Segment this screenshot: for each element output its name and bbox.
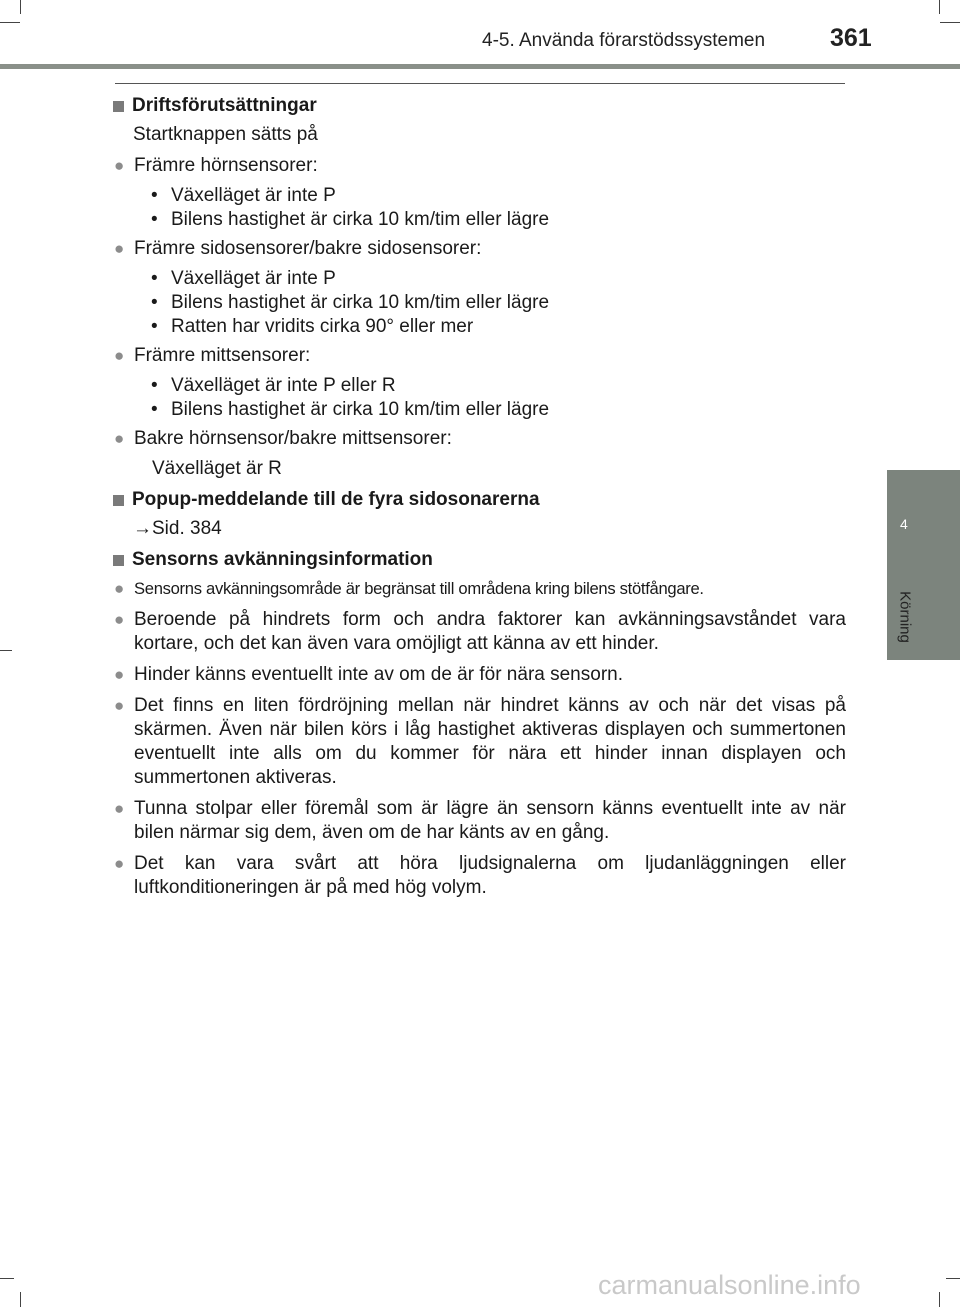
square-bullet-icon xyxy=(113,94,132,118)
crop-mark xyxy=(946,1278,960,1279)
paragraph: Startknappen sätts på xyxy=(133,124,318,145)
sub-item xyxy=(113,398,846,422)
section-title: 4-5. Använda förarstödssystemen xyxy=(482,30,766,51)
list-item-text: Hinder känns eventuellt inte av om de är för nära sensorn. xyxy=(134,664,623,685)
crop-mark xyxy=(940,22,960,23)
sub-bullet: • xyxy=(151,185,158,206)
sub-bullet: • xyxy=(151,292,158,313)
sub-item-text: Bilens hastighet är cirka 10 km/tim eller lägre xyxy=(171,399,550,420)
sub-bullet: • xyxy=(151,375,158,396)
crop-mark xyxy=(0,1278,14,1279)
crop-mark xyxy=(939,1292,940,1307)
square-bullet-icon xyxy=(113,488,132,512)
sub-item-text: Bilens hastighet är cirka 10 km/tim eller lägre xyxy=(171,209,550,230)
chapter-label: Körning xyxy=(896,591,914,643)
list-item xyxy=(113,237,846,261)
round-bullet-icon: ● xyxy=(114,429,125,448)
heading-text: Driftsförutsättningar xyxy=(132,95,317,116)
page-reference-link[interactable]: →Sid. 384 xyxy=(133,518,222,539)
list-item xyxy=(113,852,846,900)
round-bullet-icon: ● xyxy=(114,854,125,873)
round-bullet-icon: ● xyxy=(114,156,125,175)
sub-item-text: Ratten har vridits cirka 90° eller mer xyxy=(171,316,474,337)
section-heading xyxy=(113,488,846,512)
sub-item xyxy=(113,291,846,315)
sub-item-text: Växelläget är inte P xyxy=(171,185,336,206)
round-bullet-icon: ● xyxy=(114,799,125,818)
sub-bullet: • xyxy=(151,316,158,337)
sub-item-text: Växelläget är inte P eller R xyxy=(171,375,396,396)
sub-item xyxy=(113,374,846,398)
sub-item xyxy=(113,208,846,232)
header-rule xyxy=(115,83,845,84)
sub-list xyxy=(113,184,846,232)
crop-mark xyxy=(0,22,20,23)
heading-text: Sensorns avkänningsinformation xyxy=(132,549,433,570)
watermark: carmanualsonline.info xyxy=(598,1270,861,1300)
list-item xyxy=(113,694,846,790)
crop-mark xyxy=(20,0,21,14)
list-item xyxy=(113,577,846,601)
section-heading xyxy=(113,94,846,118)
main-content xyxy=(113,94,846,907)
sub-item-text: Växelläget är inte P xyxy=(171,268,336,289)
header-bar xyxy=(0,64,960,69)
crop-mark xyxy=(20,1292,21,1307)
list-item xyxy=(113,154,846,178)
paragraph: Växelläget är R xyxy=(152,458,282,479)
page-number: 361 xyxy=(830,24,872,52)
list-item xyxy=(113,797,846,845)
list-item-text: Bakre hörnsensor/bakre mittsensorer: xyxy=(134,428,452,449)
list-item-text: Beroende på hindrets form och andra faktorer kan avkänningsavståndet vara kortare, och det kan även vara omöjligt att känna av ett hinder. xyxy=(134,609,846,654)
round-bullet-icon: ● xyxy=(114,579,125,598)
section-heading xyxy=(113,548,846,572)
list-item-text: Främre mittsensorer: xyxy=(134,345,311,366)
list-item xyxy=(113,608,846,656)
sub-list xyxy=(113,267,846,339)
list-item-text: Det kan vara svårt att höra ljudsignalerna om ljudanläggningen eller luftkonditioneringen är på med hög volym. xyxy=(134,853,846,898)
list-item-text: Främre hörnsensorer: xyxy=(134,155,318,176)
list-item xyxy=(113,427,846,451)
sub-item xyxy=(113,267,846,291)
sub-list xyxy=(113,374,846,422)
crop-mark xyxy=(939,0,940,14)
round-bullet-icon: ● xyxy=(114,239,125,258)
heading-text: Popup-meddelande till de fyra sidosonarerna xyxy=(132,489,540,510)
sub-bullet: • xyxy=(151,209,158,230)
list-item-text: Sensorns avkänningsområde är begränsat till områdena kring bilens stötfångare. xyxy=(134,579,704,598)
sub-bullet: • xyxy=(151,399,158,420)
list-item xyxy=(113,663,846,687)
list-item xyxy=(113,344,846,368)
chapter-number: 4 xyxy=(900,516,908,532)
list-item-text: Tunna stolpar eller föremål som är lägre än sensorn känns eventuellt inte av när bilen närmar sig dem, även om de har känts av en gång. xyxy=(134,798,846,843)
square-bullet-icon xyxy=(113,548,132,572)
list-item-text: Främre sidosensorer/bakre sidosensorer: xyxy=(134,238,482,259)
sub-item-text: Bilens hastighet är cirka 10 km/tim eller lägre xyxy=(171,292,550,313)
round-bullet-icon: ● xyxy=(114,610,125,629)
list-item-text: Det finns en liten fördröjning mellan när hindret känns av och när det visas på skärmen. Även när bilen körs i låg hastighet aktiveras displayen och summertonen eventuellt inte alls om du kommer för nära ett hinder innan displayen och summertonen aktiveras. xyxy=(134,695,846,788)
round-bullet-icon: ● xyxy=(114,696,125,715)
sub-item xyxy=(113,315,846,339)
round-bullet-icon: ● xyxy=(114,346,125,365)
crop-mark xyxy=(0,650,12,651)
round-bullet-icon: ● xyxy=(114,665,125,684)
sub-bullet: • xyxy=(151,268,158,289)
sub-item xyxy=(113,184,846,208)
